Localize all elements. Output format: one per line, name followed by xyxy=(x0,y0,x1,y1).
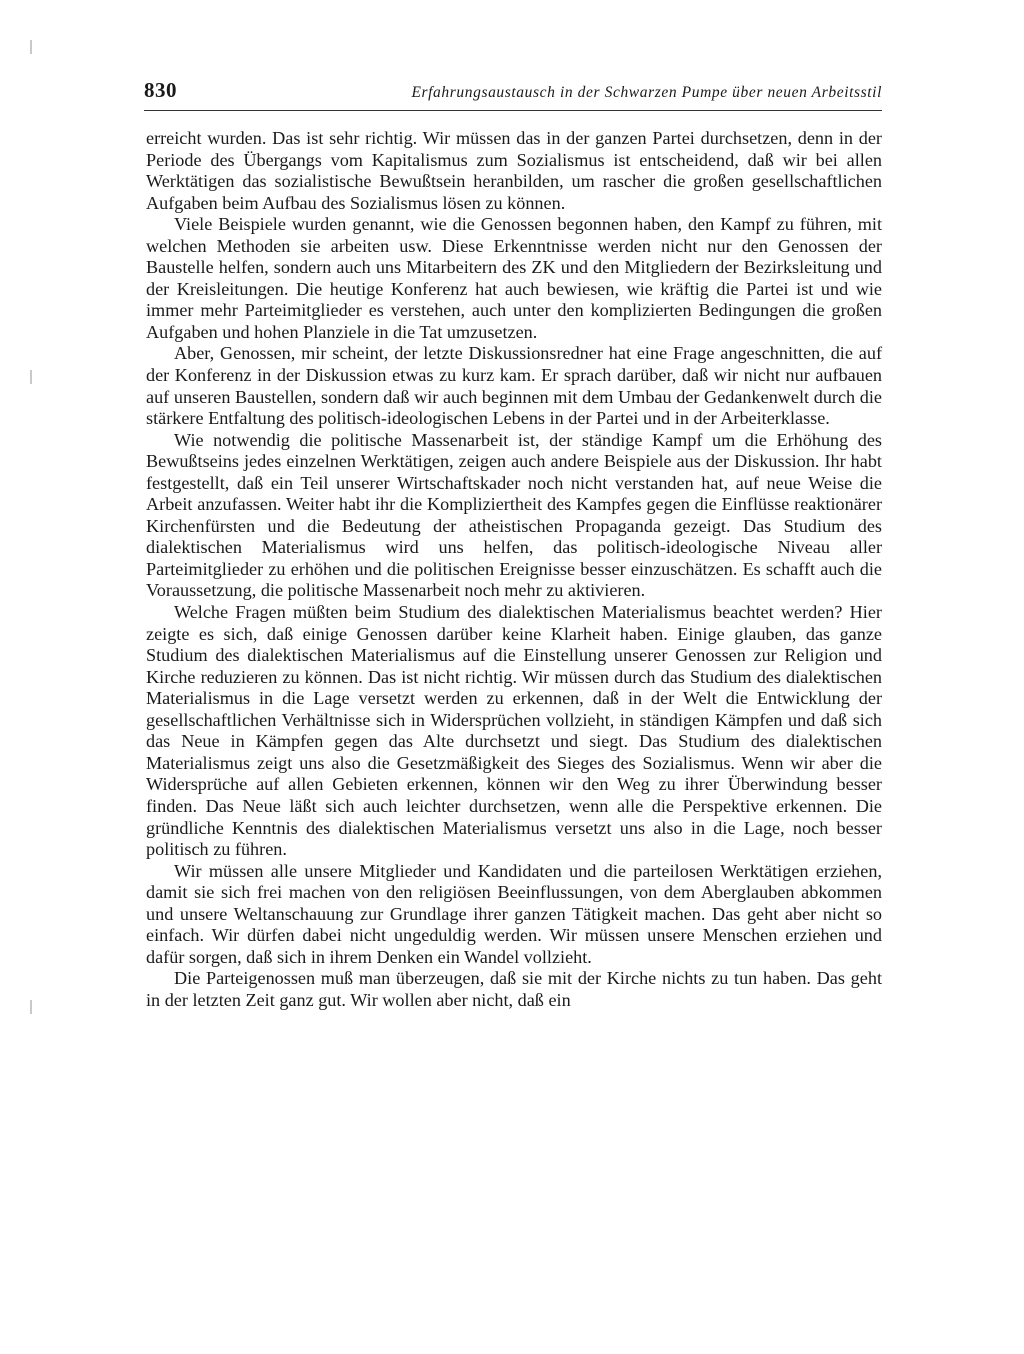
running-head: Erfahrungsaustausch in der Schwarzen Pumpe über neuen Arbeitsstil xyxy=(411,84,882,101)
paragraph: Welche Fragen müßten beim Studium des dialektischen Materialismus beachtet werden? Hier zeigte es sich, daß einige Genossen darüber keine Klarheit haben. Einige glauben, das ganze Studium des dialektischen Materialismus auf die Einstellung unserer Genossen zur Religion und Kirche reduzieren zu können. Das ist nicht richtig. Wir müssen durch das Studium des dialektischen Materialismus in die Lage versetzt werden zu erkennen, daß in der Welt die Entwicklung der gesellschaftlichen Verhältnisse sich in Widersprüchen vollzieht, in ständigen Kämpfen und daß sich das Neue in Kämpfen gegen das Alte durchsetzt und siegt. Das Studium des dialektischen Materialismus zeigt uns also die Gesetzmäßigkeit des Sieges des Sozialismus. Wenn wir aber die Widersprüche auf allen Gebieten erkennen, können wir den Weg zu ihrer Überwindung besser finden. Das Neue läßt sich auch leichter durchsetzen, wenn alle die Perspektive erkennen. Die gründliche Kenntnis des dialektischen Materialismus versetzt uns also in die Lage, noch besser politisch zu führen. xyxy=(146,602,882,860)
paragraph: Aber, Genossen, mir scheint, der letzte Diskussionsredner hat eine Frage angeschnitten, die auf der Konferenz in der Diskussion etwas zu kurz kam. Er sprach darüber, daß wir nicht nur aufbauen auf unseren Baustellen, sondern daß wir auch beginnen mit dem Umbau der Gedankenwelt durch die stärkere Entfaltung des politisch-ideologischen Lebens in der Partei und in der Arbeiterklasse. xyxy=(146,343,882,429)
body-text xyxy=(146,128,882,1011)
paragraph: erreicht wurden. Das ist sehr richtig. Wir müssen das in der ganzen Partei durchsetzen, denn in der Periode des Übergangs vom Kapitalismus zum Sozialismus ist entscheidend, daß wir bei allen Werktätigen das sozialistische Bewußtsein heranbilden, um rascher die großen gesellschaftlichen Aufgaben beim Aufbau des Sozialismus lösen zu können. xyxy=(146,128,882,213)
page-header xyxy=(144,78,882,111)
page-number: 830 xyxy=(144,78,177,102)
paragraph: Wir müssen alle unsere Mitglieder und Kandidaten und die parteilosen Werktätigen erziehen, damit sie sich frei machen von den religiösen Beeinflussungen, von dem Aberglauben abkommen und unsere Weltanschauung zur Grundlage ihrer ganzen Tätigkeit machen. Das geht aber nicht so einfach. Wir dürfen dabei nicht ungeduldig werden. Wir müssen unsere Menschen erziehen und dafür sorgen, daß sich in ihrem Denken ein Wandel vollzieht. xyxy=(146,860,882,967)
paragraph: Wie notwendig die politische Massenarbeit ist, der ständige Kampf um die Erhöhung des Bewußtseins jedes einzelnen Werktätigen, zeigen auch andere Beispiele aus der Diskussion. Ihr habt festgestellt, daß ein Teil unserer Wirtschaftskader noch nicht verstanden hat, auf neue Weise die Arbeit anzufassen. Weiter habt ihr die Kompliziertheit des Kampfes gegen die Einflüsse reaktionärer Kirchenfürsten und die Bedeutung der atheistischen Propaganda gezeigt. Das Studium des dialektischen Materialismus wird uns helfen, das politisch-ideologische Niveau aller Parteimitglieder zu erhöhen und die politischen Ereignisse besser einzuschätzen. Es schafft auch die Voraussetzung, die politische Massenarbeit noch mehr zu aktivieren. xyxy=(146,429,882,601)
margin-mark xyxy=(30,370,32,384)
paragraph: Viele Beispiele wurden genannt, wie die Genossen begonnen haben, den Kampf zu führen, mit welchen Methoden sie arbeiten usw. Diese Erkenntnisse werden nicht nur den Genossen der Baustelle helfen, sondern auch uns Mitarbeitern des ZK und den Mitgliedern der Bezirksleitung und der Kreisleitungen. Die heutige Konferenz hat auch bewiesen, wie kräftig die Partei ist und wie immer mehr Parteimitglieder es verstehen, auch unter den komplizierten Bedingungen die großen Aufgaben und hohen Planziele in die Tat umzusetzen. xyxy=(146,214,882,342)
margin-mark xyxy=(30,40,32,54)
paragraph: Die Parteigenossen muß man überzeugen, daß sie mit der Kirche nichts zu tun haben. Das geht in der letzten Zeit ganz gut. Wir wollen aber nicht, daß ein xyxy=(146,968,882,1010)
margin-mark xyxy=(30,1000,32,1014)
